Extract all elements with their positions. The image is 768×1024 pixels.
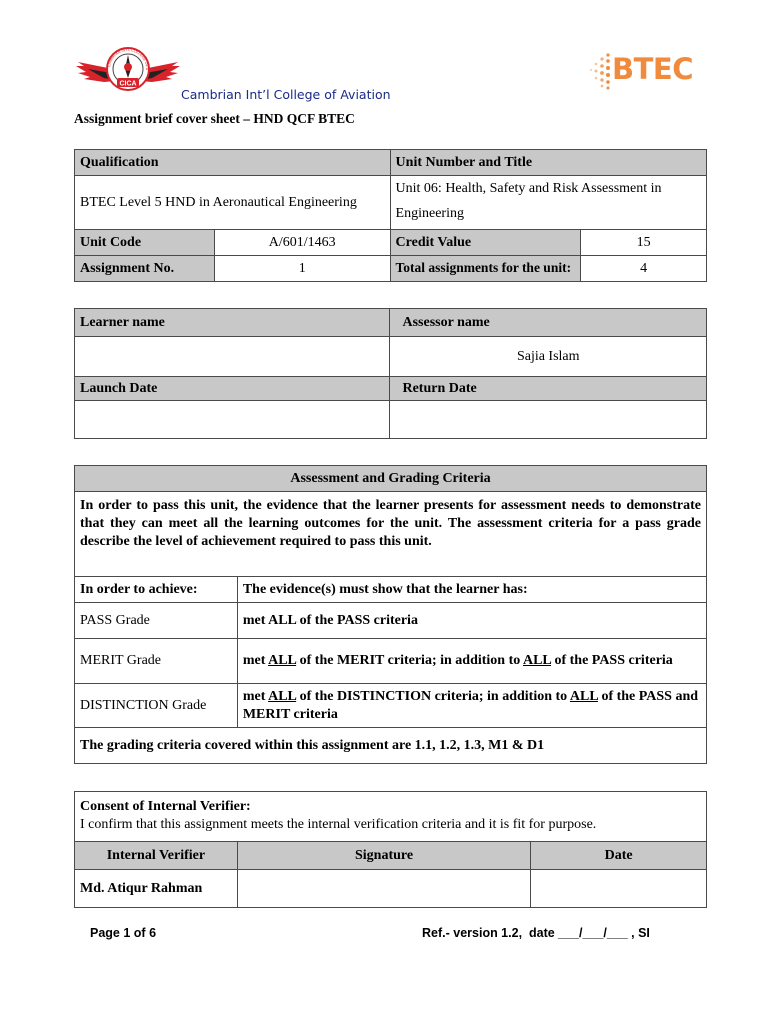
total-assignments-label: Total assignments for the unit: [390, 256, 581, 282]
distinction-grade-label: DISTINCTION Grade [75, 684, 238, 728]
assessor-name-value: Sajia Islam [390, 337, 707, 377]
consent-block [75, 792, 707, 842]
unit-code-label: Unit Code [75, 230, 215, 256]
signature-label: Signature [237, 842, 531, 870]
merit-grade-label: MERIT Grade [75, 639, 238, 684]
document-title: Assignment brief cover sheet – HND QCF BTEC [74, 111, 355, 126]
pass-grade-text: met ALL of the PASS criteria [237, 603, 706, 639]
qualification-table [74, 149, 707, 282]
assignment-no-label: Assignment No. [75, 256, 215, 282]
unit-code-value: A/601/1463 [214, 230, 390, 256]
logo-ring-text: CAMBRIAN INT'L COLLEGE OF A [107, 47, 150, 70]
unit-value: Unit 06: Health, Safety and Risk Assessment in Engineering [390, 176, 706, 230]
date-label: Date [531, 842, 707, 870]
grading-intro: In order to pass this unit, the evidence that the learner presents for assessment needs to demonstrate that they can meet all the learning outcomes for the unit. The assessment criteria for a pass grade describe the level of achievement required to pass this unit. [75, 492, 707, 577]
college-logo [74, 42, 182, 102]
learner-name-label: Learner name [75, 309, 390, 337]
distinction-grade-text: met ALL of the DISTINCTION criteria; in addition to ALL of the PASS and MERIT criteria [237, 684, 706, 728]
iv-label: Internal Verifier [75, 842, 238, 870]
consent-title: Consent of Internal Verifier: [80, 799, 251, 814]
grading-table [74, 465, 707, 764]
qualification-value: BTEC Level 5 HND in Aeronautical Engineering [75, 176, 391, 230]
achieve-header: In order to achieve: [75, 577, 238, 603]
logo-badge-text: CICA [119, 80, 137, 88]
launch-date-label: Launch Date [75, 377, 390, 401]
criteria-covered: The grading criteria covered within this assignment are 1.1, 1.2, 1.3, M1 & D1 [75, 728, 707, 764]
total-assignments-value: 4 [581, 256, 707, 282]
credit-value: 15 [581, 230, 707, 256]
page-number: Page 1 of 6 [90, 926, 157, 940]
qualification-label: Qualification [75, 150, 391, 176]
return-date-label: Return Date [390, 377, 707, 401]
unit-number-label: Unit Number and Title [390, 150, 706, 176]
reference-line: Ref.- version 1.2, date ___/___/___ , SI [422, 926, 650, 940]
return-date-value[interactable] [390, 401, 707, 439]
btec-logo: BTEC [612, 52, 693, 86]
credit-value-label: Credit Value [390, 230, 581, 256]
assessor-name-label: Assessor name [390, 309, 707, 337]
grading-title: Assessment and Grading Criteria [75, 466, 707, 492]
evidence-header: The evidence(s) must show that the learner has: [237, 577, 706, 603]
btec-dots-icon [588, 52, 614, 90]
verifier-table [74, 791, 707, 908]
assignment-no-value: 1 [214, 256, 390, 282]
college-name: Cambrian Int’l College of Aviation [181, 87, 391, 102]
learner-name-value[interactable] [75, 337, 390, 377]
pass-grade-label: PASS Grade [75, 603, 238, 639]
iv-name: Md. Atiqur Rahman [75, 870, 238, 908]
signature-value[interactable] [237, 870, 531, 908]
launch-date-value[interactable] [75, 401, 390, 439]
consent-text: I confirm that this assignment meets the internal verification criteria and it is fit for purpose. [80, 816, 597, 832]
date-value[interactable] [531, 870, 707, 908]
merit-grade-text: met ALL of the MERIT criteria; in addition to ALL of the PASS criteria [237, 639, 706, 684]
learner-table [74, 308, 707, 439]
